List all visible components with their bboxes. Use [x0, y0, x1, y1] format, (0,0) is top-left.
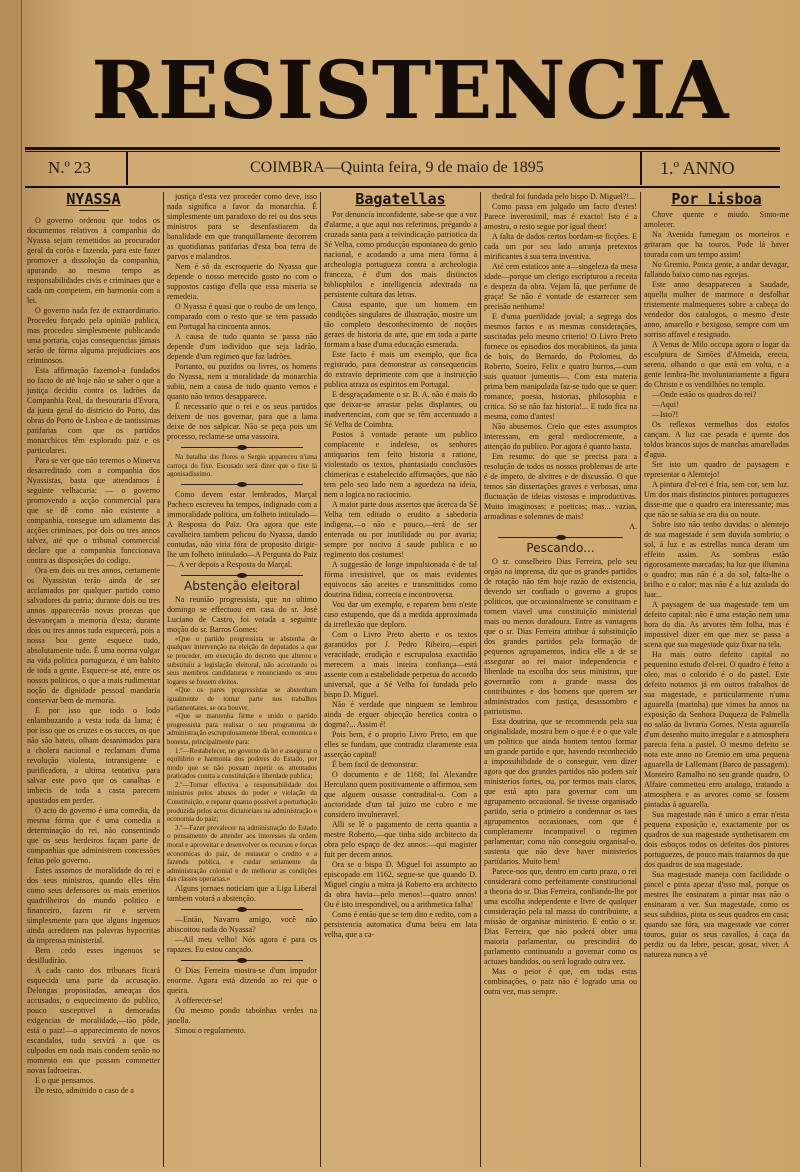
note-batalha-flores: Na batalha das flores o Sergio appareceu n'uma carroça do fixe. Escusado será dizer que o fixe lá agonisadissimo. [167, 453, 317, 479]
paragraph: Estes assomos de moralidade do rei e dos seus ministros, quando elles têm como seus defensores os mais emeritos quadrilheiros do mundo politico e financeiro, fazem rir e servem simplesmente para que alguns ingenuos ainda acreditem nas palavras hypocritas da imprensa ministerial. [27, 866, 160, 945]
masthead-rule-top [25, 147, 780, 150]
paragraph: Ha mais outro defeito capital no pequenino estudo d'el-rei. O quadro é feito a oleo, mas o colorido é o do pastel. Este defeito notamos já em outros trabalhos de sua magestade, e particularmente n'uma aguarella (marinha) que vimos ha annos na exposição da Senhora Duqueza de Palmella no salão da livraria Gomes. N'esta aguarella d'um desenho muito irregular e a atmosphera parecia feita a pastel. O mesmo defeito se nota este anno no Gremio em uma pequena aguarella de Lallemant (Barco de passagem). Monteiro Ramalho no seu grande quadro, O Alfaire commetteu erro analogo, tratando a atmosphera e as arvores como se fossem pintadas á aguarella. [644, 650, 789, 809]
article-heading: Abstenção eleitoral [184, 578, 300, 593]
paragraph: Ser isto um quadro de paysagem e representar o Alemtejo! [644, 460, 789, 479]
paragraph-group [167, 915, 317, 955]
paragraph: —Onde estão os quadros do rei? [652, 390, 757, 399]
masthead-rule-bottom [25, 186, 780, 188]
paragraph: De resto, admittido o caso de a [35, 1086, 134, 1095]
divider [181, 575, 303, 576]
paragraph: 3.º—Fazer prevalecer na administração do Estado o pensamento de attender aos interesses da ordem moral e aproveitar e desenvolver os recursos e forças economicas do paiz, de restaurar o credito e a fazenda publica, e cuidar seriamente da administração colonial e de melhorar as condições das classes operarias.» [167, 823, 317, 884]
paragraph: A suggestão de longe impulsionada é de tal fórma irresistivel, que os mais evidentes equivocos são aceites e transmittidos como doutrina fidina, correcta e incontroversa. [324, 560, 477, 599]
paragraph: Na Avenida fumegam os morteiros e gritaram que ha touros. Pode lá haver tourada com um tempo assim! [644, 230, 789, 259]
paragraph: O acto do governo é uma comedia, da mesma fórma que é uma comedia a determinação do rei, não consentindo que os seus herdeiros façam parte de companhias que administrem concessões feitas pelo governo. [27, 806, 160, 865]
paragraph: Com o Livro Preto aberto e os textos garantidos por J. Pedro Ribeiro,—espiri veracidade, erudição e escrupulosa exactidão merecem a mais inteira confiança—está assente com a estabelidade perpetua do accordo universal, que a Sé Velha foi fundada pelo bispo D. Miguel. [324, 630, 477, 699]
paragraph: O Nyassa é quasi que o roubo de um lenço, comparado com o resto que se tem passado em Portugal ha cincoenta annos. [167, 302, 317, 331]
divider [181, 447, 303, 448]
paragraph: A Venus de Milo occupa agora o logar da esculptura de Simões d'Almeida, erecta, serena, olhando o que está em volta, e a gente lembra-lhe involuntariamente a figura do Christo e os vendilhões no templo. [644, 340, 789, 389]
column-rule [480, 192, 481, 1167]
paragraph: Portanto, ou puzidos ou livres, os homens do Nyassa, nem a moralidade da monarchia subiu, nem a causa de tudo quanto vemos e quanto não temos desapparece. [167, 362, 317, 401]
paragraph: «Que o partido progressista se abstenha de qualquer intervenção na eleição de deputados a que se proceder, em execução do decreto que alterou e substituiu a legislação eleitoral, não acceitando os seus membros candidaturas e renunciando os seus logares se fossem eleitos. [167, 634, 317, 686]
divider [181, 909, 303, 910]
article-intro: Na reunião progressista, que no ultimo domingo se effectuou em casa do sr. José Luciano de Castro, foi votada a seguinte moção do sr. Barros Gomes: [167, 594, 317, 634]
paragraph-group [644, 210, 789, 960]
signature: A. [629, 522, 637, 531]
divider [498, 537, 623, 538]
paragraph: Não é verdade que ninguem se lembrou ainda de erguer objecção heretica contra o dogma?... Assim é! [324, 700, 477, 729]
paragraph: —Isto?! [652, 410, 679, 419]
column-4 [484, 192, 637, 997]
paragraph: O sr. conselheiro Dias Ferreira, pelo seu orgão na imprensa, diz que os grandes partidos de rotação não têm hoje razão de existencia, devendo ser confiado o governo a grupos politicos, que occasionalmente se constituam e tornem viavel uma constituição ministerial mais ou menos duradoura. Entre as vantagens que o sr. Dias Ferreira attribue á substituição dos grandes partidos pela formação de pequenos agrupamentos, indica elle a de se assegurar ao rei maior independencia e liberdade na escolha dos seus ministros, que governarão com a grande massa dos contribuintes e dos homens que querem ser administrados com justiça, desassombro e patriotismo. [484, 557, 637, 716]
paragraph-group [167, 966, 317, 1036]
paragraph: Causa espanto, que um homem em condições singulares de illustração, mostre um tão completo desconhecimento de noções geraes de historia da arte, que em toda a parte formam a base d'uma educação esmerada. [324, 300, 477, 349]
divider [181, 960, 303, 961]
column-rule [320, 192, 321, 1167]
paragraph: Sua magestade maneja com facilidade o pincel e pinta apezar d'isso mal, porque os mestres lhe ensinaram a pintar mas não o ensinaram a ver. Sua magestade, como os seus subditos, pinta os seus quadros em casa; quando sae fóra, sua magestade vae correr touros, guiar os seus cavallos, á caça da perdiz ou da lebre, pescar, gosar, viver. A natureza nunca a vê [644, 870, 789, 959]
paragraph-group [27, 216, 160, 1096]
paragraph: Em resumo: do que se precisa para a resolução de todos os nossos problemas de arte é de ímpeto, de alvitres e de discussão. O que temos são dissertações graves e verbosas, uma fluctuação de ideias vistosas e improductivas. Muito imaginosas; e poeticas; mas... vazias, armadinas e solemnes de mais! [484, 452, 637, 521]
paragraph: Alli se lê o pagamento de certa quantia a mestre Roberto,—que tinha sido architecto da obra pelo espaço de dez annos:—qui magister fuit per decem annos. [324, 820, 477, 859]
paragraph: Postos á vontade perante um publico complacente e indefeso, os senhores antiquarios tem feito historia a ratione, violentado os textos, phantasiado conclusões chimericas e estabelecido affirmações, que não tem pelo seu lado nem a aguedeza na ideia, nem a logica no raciocinio. [324, 430, 477, 499]
paragraph: A falta de dados certos bordam-se ficções. E cada um por seu lado arranja pretextos mirificantes á sua terra inventiva. [484, 232, 637, 261]
column-rule [640, 192, 641, 1167]
article-nyassa [27, 192, 160, 1096]
paragraph: Ora se o bispo D. Miguel foi assumpto ao episcopado em 1162, segue-se que quando D. Miguel cingiu a mitra já Roberto era architecto da obra havia—pelo menos!—quatro annos! Ou é isto irrespondivel, ou a arithmetica falha! [324, 860, 477, 909]
paragraph: «Que os pares progressistas se abstenham igualmente de tomar parte nos trabalhos parlamentares, se ora houver. [167, 686, 317, 712]
paragraph: Bem cedo esses ingenuos se desilludirão. [27, 946, 160, 965]
paragraph-group [324, 210, 477, 940]
paragraph: Não abusemos. Creio que estes assumptos interessam, em geral mediocremente, a attenção do publico. Por agora é quanto basta. [484, 422, 637, 451]
paragraph: A paysagem de sua magestade tem um defeito capital: não é uma estação nem uma hora do dia. As arvores têm folha, mas é impossivel dizer em que mez se passa a scena que sua magestade quiz fixar na tela. [644, 600, 789, 649]
paragraph: O governo nada fez de extraordinario. Procedeu forçado pela opinião publica, mas procedeu simplesmente publicando uma portaria, cujas consequencias jámais serão de fórma alguma prejudiciaes aos criminosos. [27, 306, 160, 365]
dateline-divider [640, 152, 642, 185]
paragraph: A pintura d'el-rei é fria, sem cor, sem luz. Um dos mais distinctos pintores portuguezes disse-me que o quadro era interessante; mas que não se sabia se era dia ou noute. [644, 480, 789, 519]
paragraph: O documento e de 1168; foi Alexandre Herculano quem positivamente o affirmou, sem que alguem ousasse contradital-o. Com a auctoridade d'um tal juizo me cubro e me considero invulneravel. [324, 770, 477, 819]
paragraph: A causa de tudo quanto se passa não depende d'um individuo que seja ladrão, depende d'um regimen que faz ladrões. [167, 332, 317, 361]
note-journals: Alguns jornaes noticiam que a Liga Liberal tambem votará a abstenção. [167, 884, 317, 903]
paragraph: O governo ordenou que todos os documentos relativos á companhia do Nyassa sejam remettidos ao procurador geral da corôa e fazenda, para este fazer promover a dissolução da companhia, apurando ao mesmo tempo as responsabilidades civis e criminaes que a cada um competem, em harmonia com a lei. [27, 216, 160, 305]
paragraph: Parece-nos que, dentro em curto prazo, o rei considerará como perfeitamente constitucional a theoria do sr. Dias Ferreira, confiando-lhe por uma escolha independente e livre de qualquer consideração pela tal massa do contribuinte, a missão de organisar ministerio. E então o sr. Dias Ferreira, que não poderá obter uma maioria parlamentar, ou prescindirá do parlamento continuando a governar como os actuaes bandidos, ou será logrado outra vez. [484, 867, 637, 966]
paragraph: Por denuncia inconfidente, sabe-se que a voz d'alarme, a que aqui nos referimos, prégando a cruzada santa para a reivindicação patriotica da Sé Velha, como producção espontanea do genio nacional, e acodando a uma mera fórma á archeologia portugueza contra a archeologia franceza, é d'um dos mais distinctos bibliophilos e intelligencia adextrada na persistente cultura das letras. [324, 210, 477, 299]
column-2 [167, 192, 317, 1036]
paragraph: Mas o peior é que, em todas estas combinações, o paiz não é logrado uma ou outra vez, mas sempre. [484, 967, 637, 996]
article-heading: Por Lisboa [671, 190, 762, 208]
divider [181, 484, 303, 485]
paragraph: A offerecer-se! [175, 996, 223, 1005]
paragraph: thedral foi fundada pelo bispo D. Miguel?!... [492, 192, 636, 201]
paragraph: Chove quente e miudo. Sinto-me amolecer. [644, 210, 789, 229]
paragraph-group [484, 557, 637, 997]
paragraph: Como passa em julgado um facto d'estes! Parece inverosimil, mas é exacto! Isto é a amostra, o resto segue por igual theor! [484, 202, 637, 231]
paragraph: Esta affirmação fazemol-a fundados no facto de até hoje não se saber o que a justiça decidiu contra os ladrões da Companhia Real, da thesouraria d'Evora, da junta geral do districto do Porto, das obras do Porto de Lisboa e de tantissimas patifarias com que os partidos monarchicos têm explorado paiz e os particulares. [27, 366, 160, 455]
paragraph: Este anno desappareceu a Saudade, aquella mulher de marmore a desfolhar tristemente malmequeres sobre a cabeça do vendedor dos catalogos, o mesmo d'este anno, amarello e bexigoso, sempre com um sorriso affavel e resignado. [644, 280, 789, 339]
paragraph: Sobre isto não tenho duvidas: o alemtejo de sua magestade é sem duvida sombrio; o sol, á luz e as estrellas nunca deram um effeito assim. As sombras estão rigorosamente marcadas; ha luz que illumina o quadro; mas não é a do sol, falta-lhe o brilho e o calor; mas não é a luz azulada do luar... [644, 520, 789, 599]
paragraph: —Ail meu velho! Nós agora é para os rapazes. Eu estou cançado. [167, 935, 317, 954]
dateline-divider [126, 152, 128, 185]
paragraph: E desgraçadamente o sr. B. A. não é mais do que deixar-se arrastar pelas displantes, ou inadvertencias, com que se têm accentuado a Sé Velha de Coimbra. [324, 390, 477, 429]
paragraph-group [167, 635, 317, 884]
article-heading: NYASSA [66, 190, 121, 208]
paragraph: É necessario que o rei e os seus partidos deixem de nos governar, para que a lama deixe de nos salpicar. Não se peça pois um processo, reclame-se uma vassoira. [167, 402, 317, 441]
paragraph: Simou o regulamento. [175, 1026, 246, 1035]
paragraph: Os reflexos vermelhos dos estofos cançam. A luz cae pesada e quente dos toldos brancos sujos de manchas amarelladas d'agua. [644, 420, 789, 459]
paragraph: A maior parte dous assertos que ácerca da Sé Velha tem editado o erudito a sabedoria indigena,—o não e pouco,—terá de ser enterrada ou por inutilidade ou por avaria; sempre por nocivo á saude publica e ao regimento dos costumes! [324, 500, 477, 559]
divider [79, 210, 109, 211]
paragraph: O Dias Ferreira mostra-se d'um impudor enorme. Agora está dizendo ao rei que o queira. [167, 966, 317, 995]
note-marcal: Como devem estar lembrados, Marçal Pacheco escreveu ha tempos, indignado com a immoralidade politica, um folheto intitulado—A Resposta do Paiz. Ora agora que este cavalheiro tambem pelicou do Nyassa, dando contudas, não viria fóra de proposito dirigir-lhe um folheto intitulado—A Pergunta do Paiz—. A ver depois a Resposta do Marçal. [167, 489, 317, 569]
paragraph: Ora em dois ou tres annos, certamente os Nyassistas terão ainda de ser acclamados por qualquer partido como salvadores da patria; durante dois ou tres annos apparecerão novas proezas que desvaneçam a memoria d'esta; durante dois ou tres annos tudo esquecerá, pois a nossa boa gente esquece tudo, absolutamente tudo. É uma norma vulgar na vida politica portugueza, é um habito de toda a gente. Esquece-se até, entre os nossos politicos, o que a mais rudimentar noção de dignidade pessoal mandaria conservar bem de memoria. [27, 566, 160, 705]
paragraph: E d'uma puerilidade jovial; a segrega dos mesmos factos e as mesmas considerações, suscitadas pelo mesmo criterio! O Livro Preto fornece os episodios dos morabitinos, da junta de bois, do Bernardo, do Ptolomeu, do Roberto, Soeiro, Felix e quatro burros,—cum suis quatuor jumentis—. Com esta materia prima bem manipulada faz-se tudo que se quer: romance, poesia, historias, philosophia e critica. Só se não faz historia!... E tudo fica na mesma, como d'antes! [484, 312, 637, 421]
paragraph: Ou mesmo pondo taboinhas verdes na janella. [167, 1006, 317, 1025]
paragraph: 1.º—Restabelecer, no governo da lei e assegurar o equilibrio e harmonia dos poderes do Estado, por modo que se não possam repetir os attentados praticados contra a constituição e liberdade publica; [167, 746, 317, 781]
paragraph: justiça d'esta vez proceder como deve, isso nada significa a favor da monarchia. É simplesmente um paradoxo do rei ou dos seus ministros para se desenfastiarem da banalidade em que tranquillamente decorrem as quotidianas patifarias d'esta boa terra de parvos e malandros. [167, 192, 317, 261]
paragraph-group [484, 192, 637, 522]
paragraph: Este facto é mais um exemplo, que fica registrado, para demonstrar as consequencias do extravio deprimente com que a instrucção publica atraza os espiritos em Portugal. [324, 350, 477, 389]
paragraph: Vou dar um exemplo, e reparem bem n'este caso estupendo, que dá a medida approximada da irreflexão que deploro. [324, 600, 477, 629]
previous-page-edge [0, 0, 22, 1172]
paragraph: 2.º—Tornar effectiva a responsabilidade dos ministros pelos abusos do poder e violação da Constituição, e reparar quanto possivel a perturbação produzida pelos actos dictatoriaes na administração e economia do paiz; [167, 780, 317, 824]
paragraph: E por isso que todo o lodo enlambuzando a vesta toda da lama; é por isso que os cruzes e os succes, os que não são bateis, olham desanimados para a cholera nacional e reclamam d'uma revolução violenta, intransigente e purificadora, a ultima tentativa para salvar este povo que os canalhas e imbecis de toda a casta parecem apostados em perder. [27, 706, 160, 805]
paragraph: A cada canto dos tribunaes ficará esquecida uma parte da accusação. Delongas propositadas, ameaças dos accusados, o esquecimento do publico, pouco susceptivel a demoradas exigencias de moralidade,—ião pôde, está o paiz!—o apparecimento de novos escandalos, tudo servirá a que os culpados em nada mais condem senão no momento em que possam commetter novas ladroeiras. [27, 966, 160, 1075]
paragraph: Até cem estatícos ante a—singeleza da mesa idade—porque um clerigo escripturou a receita e despeza da obra. Vejam lá, que perfume de graça! Se não é vontade de estarrecer sem precisão nenhuma! [484, 262, 637, 311]
dateline: COIMBRA—Quinta feira, 9 de maio de 1895 [250, 159, 544, 176]
column-rule [163, 192, 164, 1167]
paragraph: Como é então que se tem dito e redito, com a persistencia automatica d'uma beira em lata velha, que a ca- [324, 910, 477, 939]
paragraph: Nem é só da escroquerie do Nyassa que depende o nosso merecido gosto no com o suppostos castigo d'ella que essa miseria se remedeia. [167, 262, 317, 301]
paragraph: É bem facil de demonstrar. [332, 760, 418, 769]
paragraph: —Então, Navarro amigo, você não abiscoitou nada do Nyassa? [167, 915, 317, 934]
issue-number: N.º 23 [48, 158, 92, 177]
article-por-lisboa [644, 192, 789, 960]
article-heading: Bagatellas [355, 190, 446, 208]
paragraph: —Aqui! [652, 400, 679, 409]
paragraph: Para se ver que não teremos o Minerva desacreditado com a companhia dos Nyassistas, basta que attendamos á seguinte velhacaria: — o governo promovendo a acção commercial para que se dê como não existente a companhia, consegue um adiamento das acções criminaes, por dois ou tres annos talvez, até que o tribunal commercial declare que a companhia funccionava contra as disposições do codigo. [27, 456, 160, 565]
paragraph: «Que se mantenha firme e unido o partido progressista para realisar o seu programma de administração escrupulosamente liberal, economica e honesta, principalmente para: [167, 712, 317, 746]
paragraph: E o que pensamos. [35, 1076, 95, 1085]
paragraph: Sua magestade não é unico a errar n'esta pequena exposição e, exactamente por os quadros de sua magestade synthetisarem em dois esboços todos os defeitos dos pintores portuguezes, de pouco mais tratarmos do que dos quadros de sua magestade. [644, 810, 789, 869]
masthead-title: RESISTENCIA [91, 43, 729, 137]
paragraph: Pois bem, é o proprio Livro Preto, em que elles se fundam, que contradiz claramente esta asserção capital! [324, 730, 477, 759]
article-heading: Pescando... [526, 541, 595, 555]
paragraph-group [167, 192, 317, 442]
article-bagatellas [324, 192, 477, 940]
paragraph: Esta doutrina, que se recommenda pela sua originalidade, mostra bem o que é e o que vale um politico que ainda hontem tentou formar um grande partido e que, havendo reconhecido a impossibilidade de o conseguir, vem dizer agora que dos grandes partidos não podem saír ministerios fortes, ou, por termos mais claros, que está apto para governar com um agrupamento occasional. Se tivesse organisado partido, seria o primeiro a condemnar os taes agrupamentos occasionaes, com que é completamente incompativel o regimen parlamentar; como não conseguiu organisal-o, sustenta que não deve haver ministerios partidarios. Muito bem! [484, 717, 637, 866]
year-of-publication: 1.º ANNO [660, 157, 735, 178]
paragraph: No Gremio. Pouca gente, a andar devagar, fallando baixo como nas egrejas. [644, 260, 789, 279]
